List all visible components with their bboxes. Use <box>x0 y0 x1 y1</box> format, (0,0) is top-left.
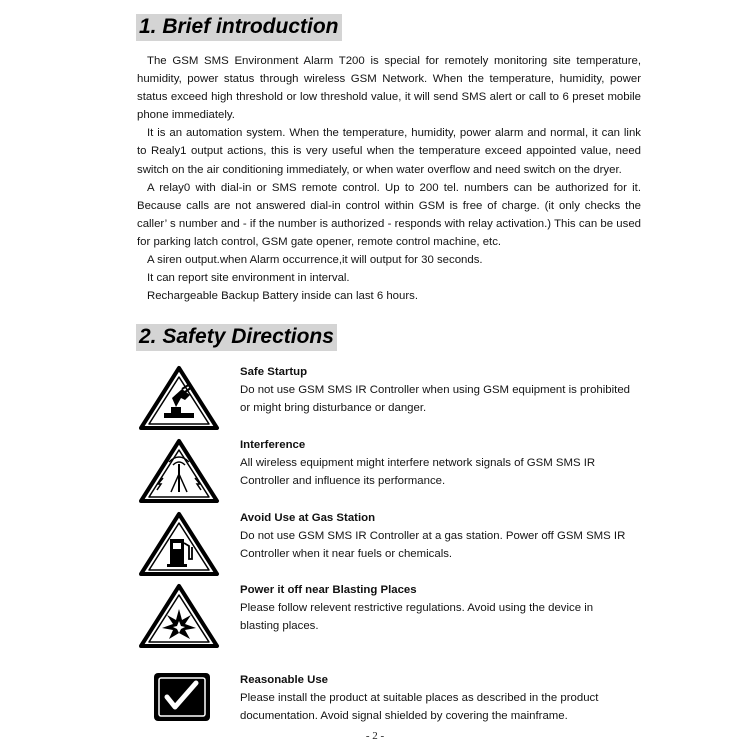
intro-paragraph: A siren output.when Alarm occurrence,it will output for 30 seconds. <box>147 254 483 267</box>
intro-paragraph: The GSM SMS Environment Alarm T200 is special for remotely monitoring site temperature, humidity, power status through wireless GSM Network. When the temperature, humidity, power status exceed high threshold or low threshold value, it will send SMS alert or call to 6 preset mobile phone immediately. <box>137 55 641 122</box>
section-heading-safety: 2. Safety Directions <box>136 324 337 351</box>
fuel-pump-warning-icon <box>138 511 220 577</box>
hand-switch-warning-icon <box>138 365 220 431</box>
safety-item-text: Please follow relevent restrictive regulations. Avoid using the device in blasting places. <box>240 602 594 632</box>
intro-paragraph: It can report site environment in interval. <box>147 272 350 285</box>
safety-item-text: Please install the product at suitable places as described in the product documentation. Avoid signal shielded by covering the mainframe. <box>240 692 599 722</box>
introduction-body <box>137 52 641 305</box>
safety-item-text: Do not use GSM SMS IR Controller at a gas station. Power off GSM SMS IR Controller when it near fuels or chemicals. <box>240 530 626 560</box>
safety-item-blasting-places <box>138 583 638 649</box>
safety-item-title: Power it off near Blasting Places <box>240 584 417 596</box>
safety-item-safe-startup <box>138 365 638 431</box>
page-number: - 2 - <box>365 730 385 742</box>
safety-item-title: Reasonable Use <box>240 674 328 686</box>
intro-paragraph: It is an automation system. When the temperature, humidity, power alarm and normal, it can link to Realy1 output actions, this is very useful when the temperature exceed appointed value, need switch on the air conditioning immediately, or when water overflow and need switch on the dryer. <box>137 127 641 176</box>
intro-paragraph: Rechargeable Backup Battery inside can last 6 hours. <box>147 290 419 303</box>
safety-item-text: Do not use GSM SMS IR Controller when using GSM equipment is prohibited or might bring disturbance or danger. <box>240 384 630 414</box>
safety-item-title: Safe Startup <box>240 366 308 378</box>
radio-interference-warning-icon <box>138 438 220 504</box>
safety-item-text: All wireless equipment might interfere network signals of GSM SMS IR Controller and influence its performance. <box>240 457 596 487</box>
section-heading-introduction: 1. Brief introduction <box>136 14 342 41</box>
explosion-warning-icon <box>138 583 220 649</box>
intro-paragraph: A relay0 with dial-in or SMS remote control. Up to 200 tel. numbers can be authorized for it. Because calls are not answered dial-in control within GSM is free of charge. (it only checks the caller’ s number and - if the number is authorized - responds with relay activation.) This can be used for parking latch control, GSM gate opener, remote control machine, etc. <box>137 181 641 248</box>
safety-item-title: Interference <box>240 439 306 451</box>
safety-item-gas-station <box>138 511 638 577</box>
safety-item-interference <box>138 438 638 504</box>
safety-item-title: Avoid Use at Gas Station <box>240 512 376 524</box>
